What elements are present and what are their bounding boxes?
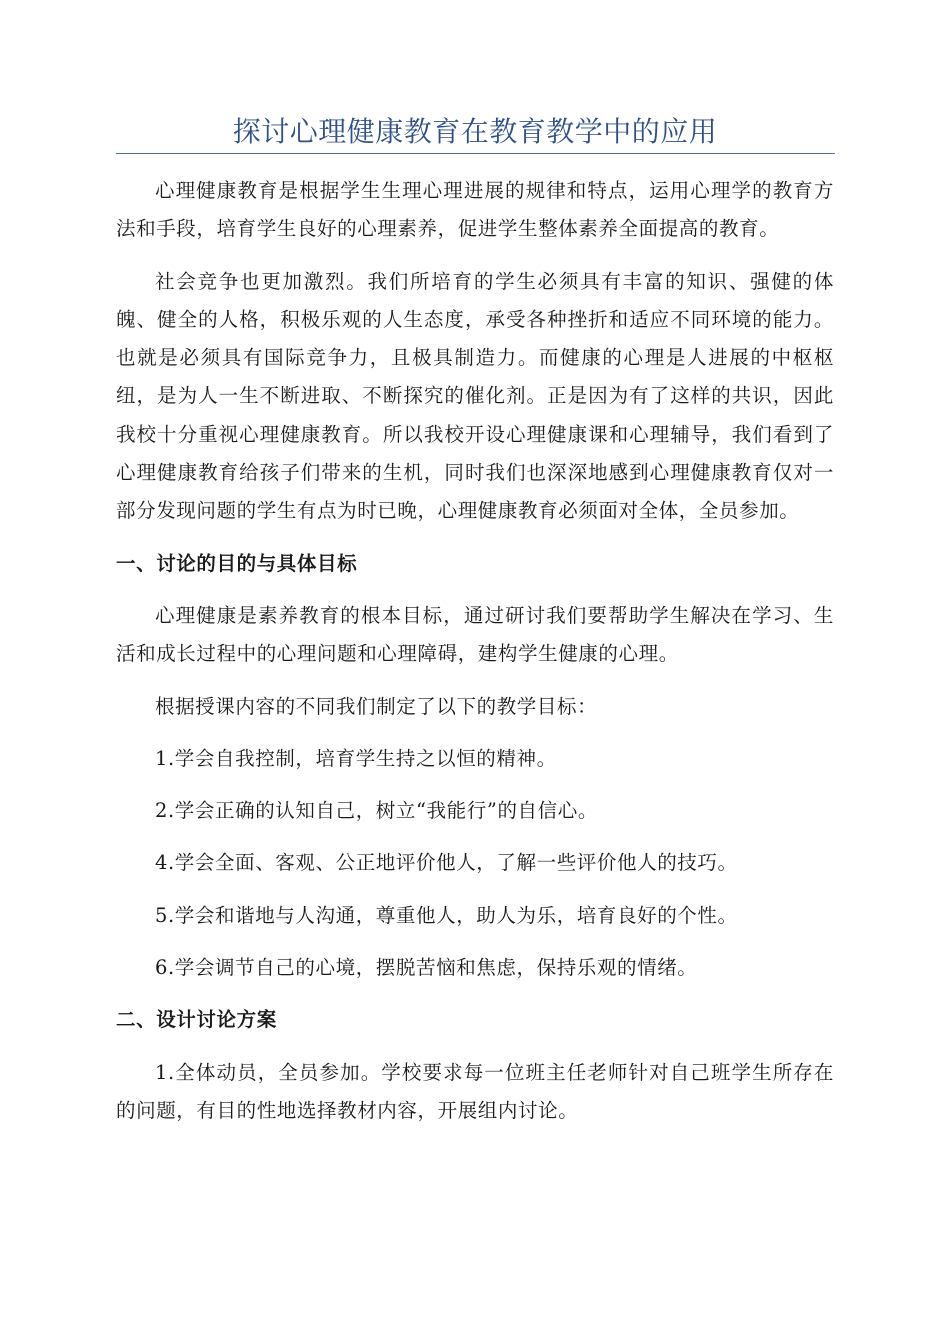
- list-item-objective-2: 2.学会正确的认知自己，树立“我能行”的自信心。: [155, 799, 598, 823]
- document-title: 探讨心理健康教育在教育教学中的应用: [232, 115, 718, 148]
- section-heading-1: 一、讨论的目的与具体目标: [116, 551, 358, 575]
- list-item-objective-5: 5.学会和谐地与人沟通，尊重他人，助人为乐，培育良好的个性。: [155, 903, 738, 927]
- document-body: [116, 172, 834, 1144]
- section-heading-2: 二、设计讨论方案: [116, 1008, 277, 1032]
- paragraph-intro: 心理健康教育是根据学生生理心理进展的规律和特点，运用心理学的教育方法和手段，培育学生良好的心理素养，促进学生整体素养全面提高的教育。: [116, 179, 834, 241]
- list-item-objective-6: 6.学会调节自己的心境，摆脱苦恼和焦虑，保持乐观的情绪。: [155, 956, 698, 980]
- paragraph-competition: 社会竞争也更加激烈。我们所培育的学生必须具有丰富的知识、强健的体魄、健全的人格，积极乐观的人生态度，承受各种挫折和适应不同环境的能力。也就是必须具有国际竞争力，且极具制造力。而健康的心理是人进展的中枢枢纽，是为人一生不断进取、不断探究的催化剂。正是因为有了这样的共识，因此我校十分重视心理健康教育。所以我校开设心理健康课和心理辅导，我们看到了心理健康教育给孩子们带来的生机，同时我们也深深地感到心理健康教育仅对一部分发现问题的学生有点为时已晚，心理健康教育必须面对全体，全员参加。: [116, 269, 834, 523]
- paragraph-plan-1: 1.全体动员，全员参加。学校要求每一位班主任老师针对自己班学生所存在的问题，有目的性地选择教材内容，开展组内讨论。: [116, 1060, 834, 1122]
- title-underline: [116, 153, 835, 154]
- paragraph-objectives-intro: 根据授课内容的不同我们制定了以下的教学目标：: [155, 694, 598, 718]
- list-item-objective-4: 4.学会全面、客观、公正地评价他人，了解一些评价他人的技巧。: [155, 851, 738, 875]
- paragraph-goal: 心理健康是素养教育的根本目标，通过研讨我们要帮助学生解决在学习、生活和成长过程中的心理问题和心理障碍，建构学生健康的心理。: [116, 603, 834, 666]
- list-item-objective-1: 1.学会自我控制，培育学生持之以恒的精神。: [155, 746, 557, 770]
